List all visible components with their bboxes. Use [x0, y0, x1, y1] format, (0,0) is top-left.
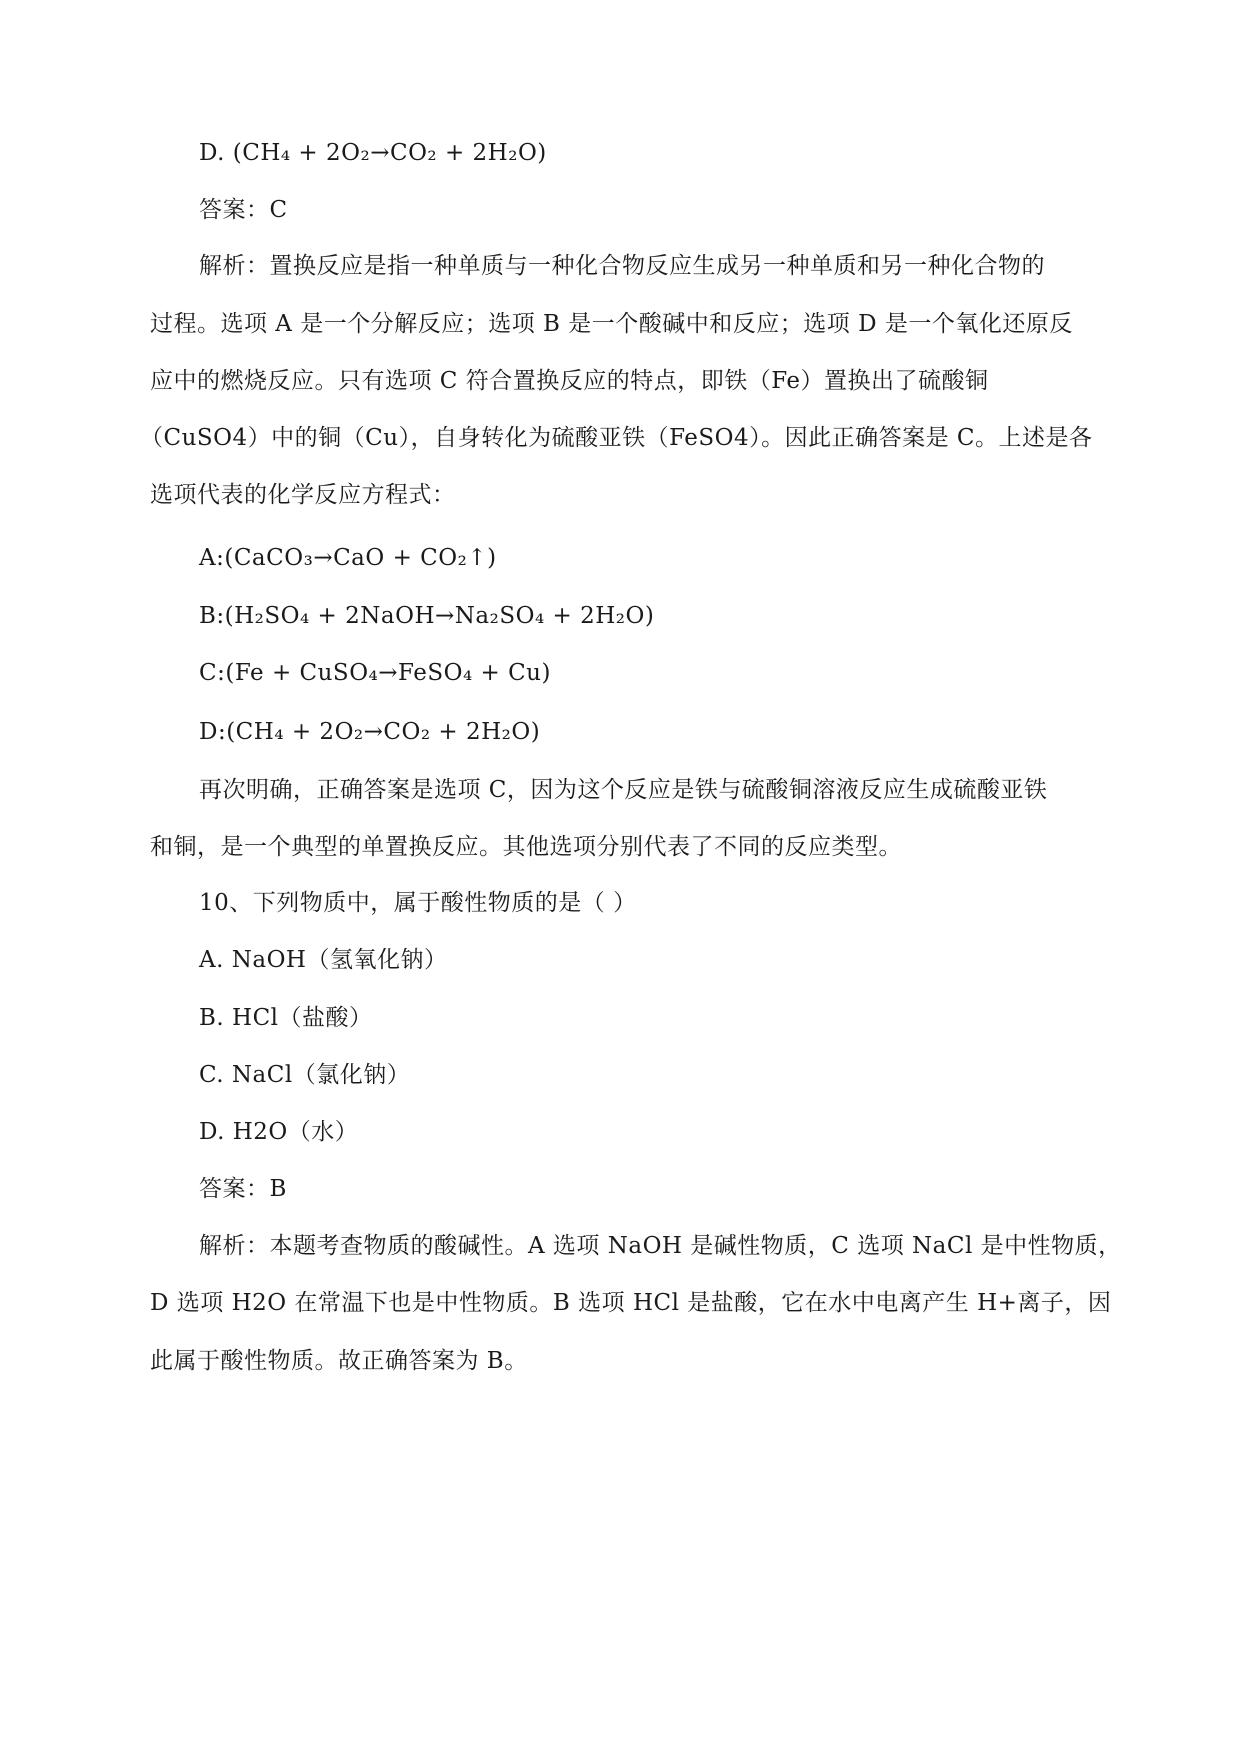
q9-equation-d: D:(CH₄ + 2O₂→CO₂ + 2H₂O) — [199, 719, 541, 745]
q9-equation-c: C:(Fe + CuSO₄→FeSO₄ + Cu) — [199, 660, 551, 686]
q9-conclusion-line-2: 和铜，是一个典型的单置换反应。其他选项分别代表了不同的反应类型。 — [150, 834, 902, 860]
q10-question: 10、下列物质中，属于酸性物质的是（ ） — [199, 890, 637, 916]
q10-option-c: C. NaCl（氯化钠） — [199, 1062, 411, 1088]
q10-analysis-line-3: 此属于酸性物质。故正确答案为 B。 — [150, 1348, 528, 1374]
q10-answer: 答案：B — [199, 1176, 287, 1202]
q9-analysis-line-4: （CuSO4）中的铜（Cu），自身转化为硫酸亚铁（FeSO4）。因此正确答案是 C。上述是各 — [140, 425, 1093, 451]
q9-equation-a: A:(CaCO₃→CaO + CO₂↑) — [199, 545, 497, 571]
q9-conclusion-line-1: 再次明确，正确答案是选项 C，因为这个反应是铁与硫酸铜溶液反应生成硫酸亚铁 — [199, 777, 1048, 803]
q9-equation-b: B:(H₂SO₄ + 2NaOH→Na₂SO₄ + 2H₂O) — [199, 603, 655, 629]
q9-analysis-line-5: 选项代表的化学反应方程式： — [150, 482, 456, 508]
q9-analysis-line-3: 应中的燃烧反应。只有选项 C 符合置换反应的特点，即铁（Fe）置换出了硫酸铜 — [150, 368, 989, 394]
q10-analysis-line-2: D 选项 H2O 在常温下也是中性物质。B 选项 HCl 是盐酸，它在水中电离产生 H+离子，因 — [150, 1290, 1112, 1316]
q9-analysis-line-1: 解析：置换反应是指一种单质与一种化合物反应生成另一种单质和另一种化合物的 — [199, 253, 1045, 279]
q10-analysis-line-1: 解析：本题考查物质的酸碱性。A 选项 NaOH 是碱性物质，C 选项 NaCl 是中性物质， — [199, 1233, 1122, 1259]
q9-answer: 答案：C — [199, 197, 288, 223]
q10-option-a: A. NaOH（氢氧化钠） — [199, 947, 448, 973]
q9-analysis-line-2: 过程。选项 A 是一个分解反应；选项 B 是一个酸碱中和反应；选项 D 是一个氧化还原反 — [150, 311, 1073, 337]
q9-option-d: D. (CH₄ + 2O₂→CO₂ + 2H₂O) — [199, 140, 547, 166]
q10-option-d: D. H2O（水） — [199, 1119, 359, 1145]
q10-option-b: B. HCl（盐酸） — [199, 1005, 373, 1031]
